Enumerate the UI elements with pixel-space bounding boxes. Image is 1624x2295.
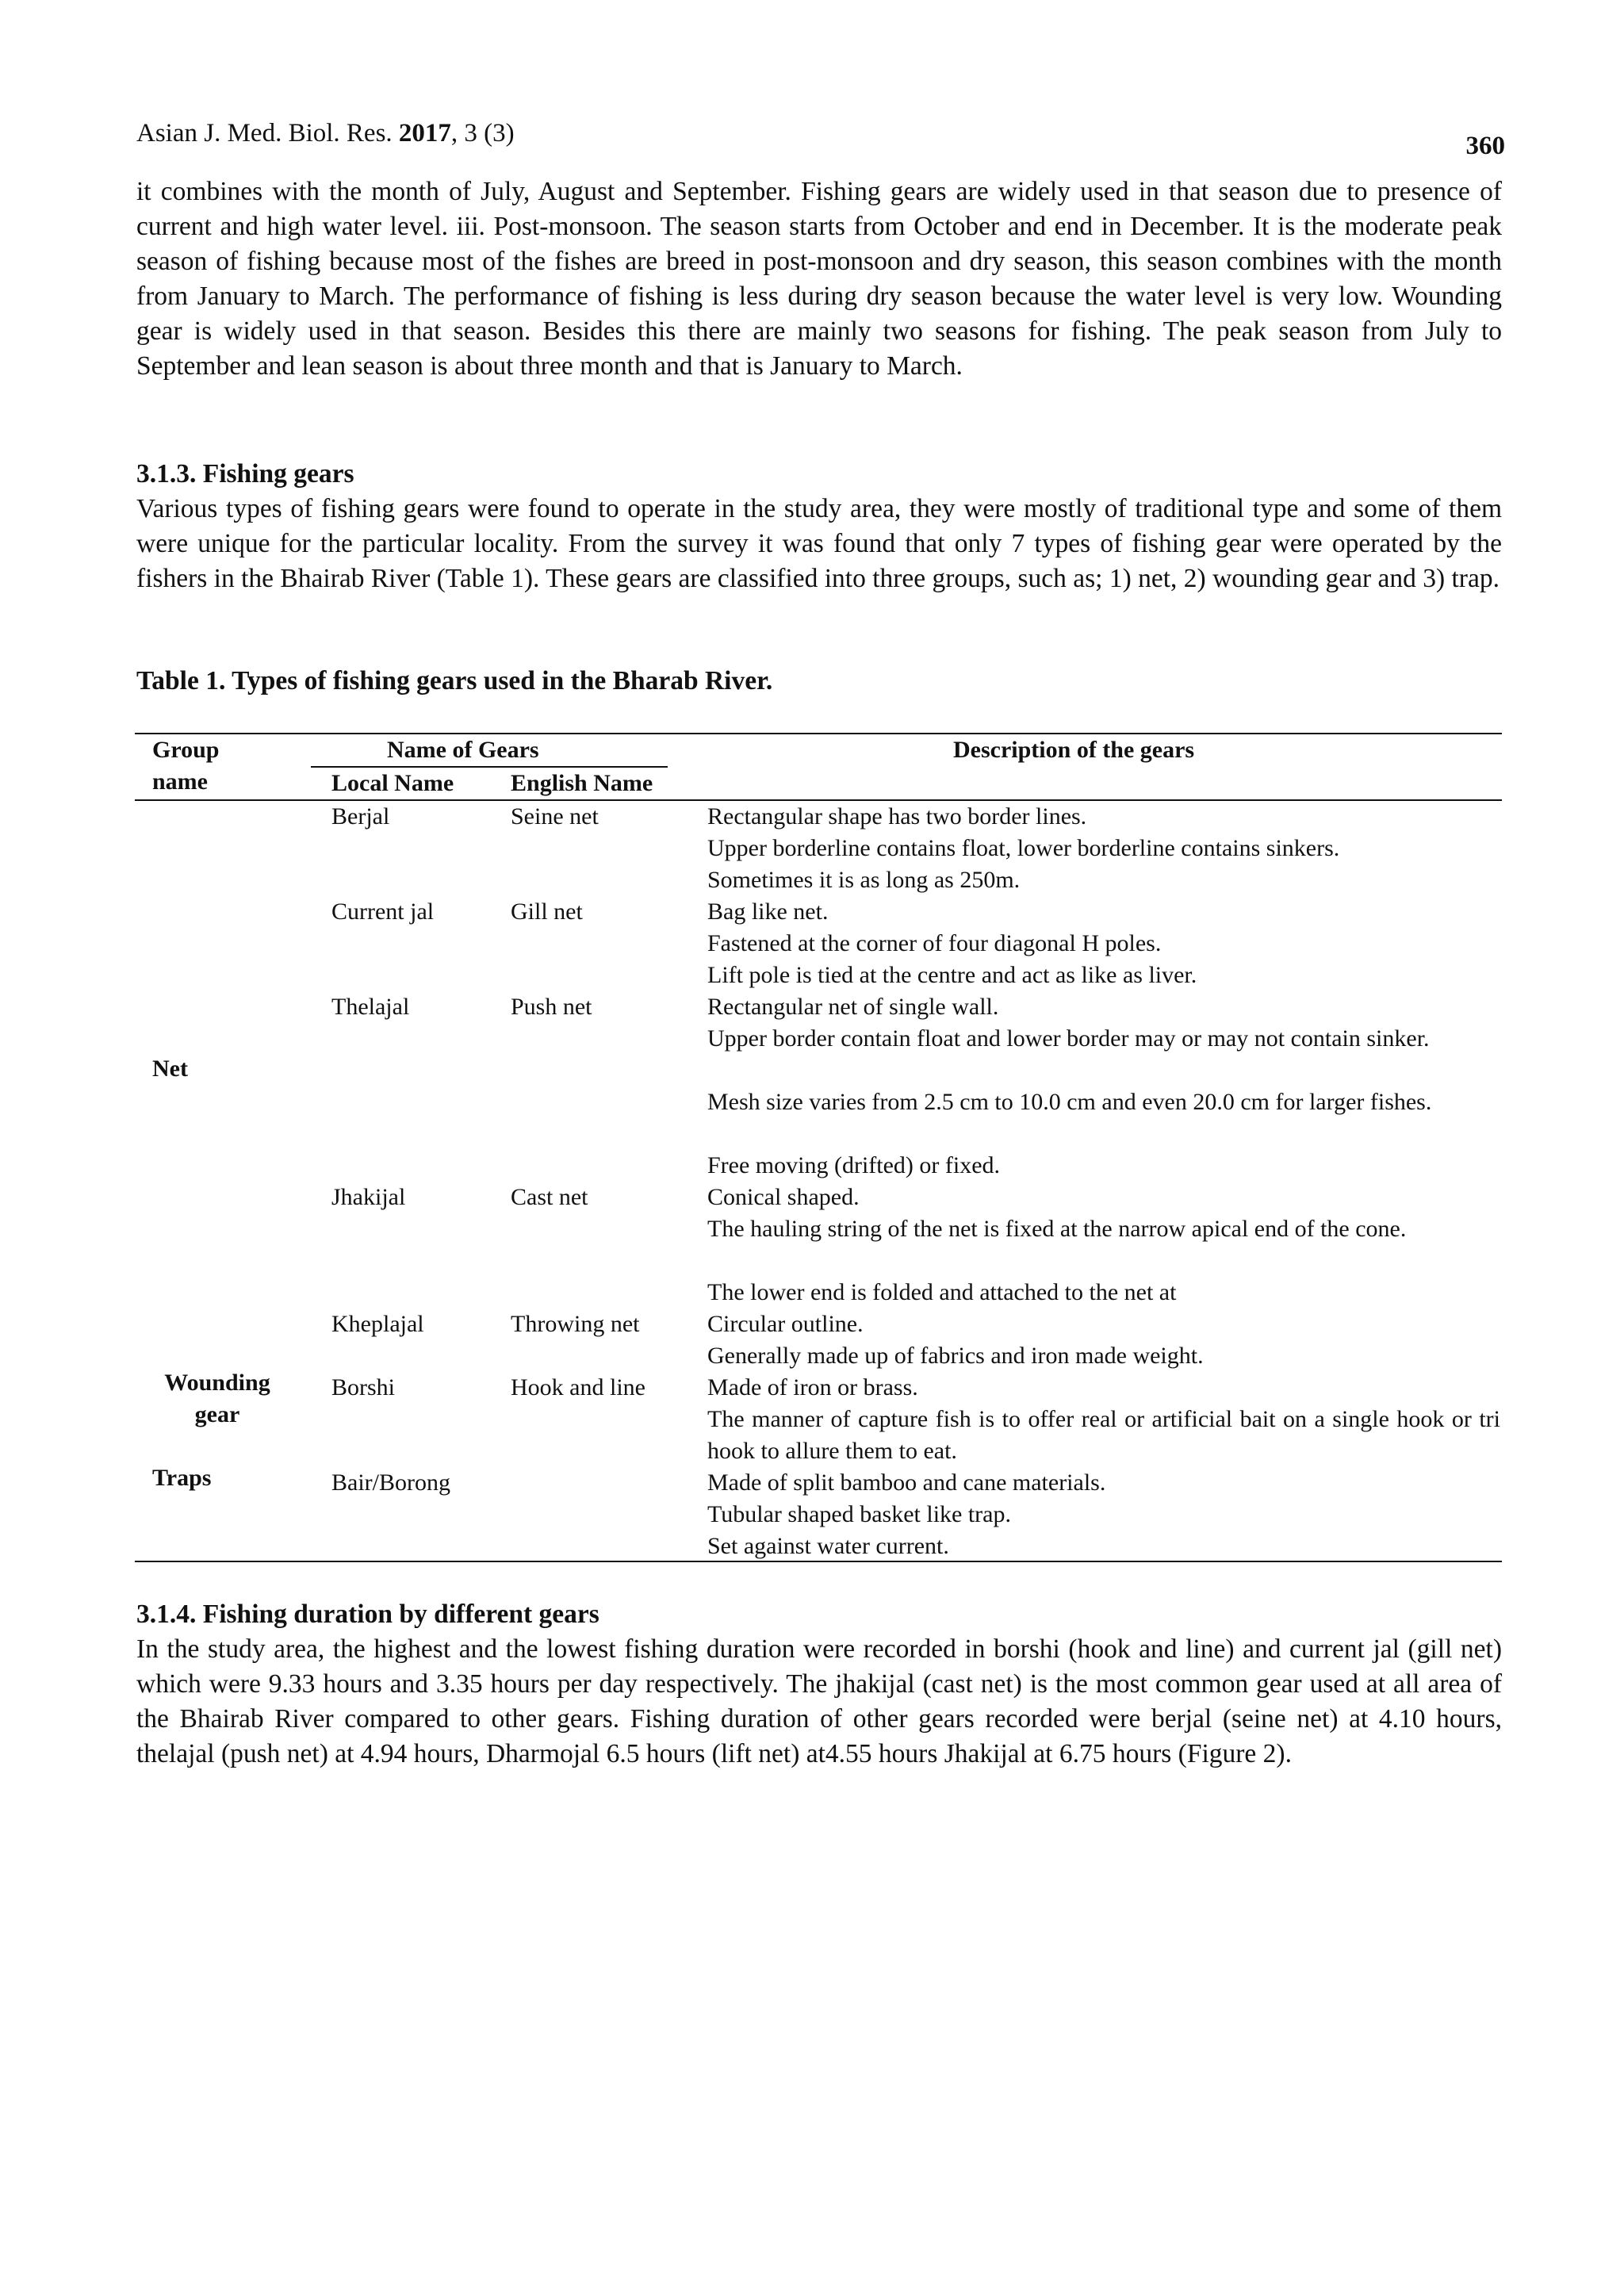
gear-description-line: Made of iron or brass. [707,1374,918,1400]
gear-description-line: Rectangular net of single wall. [707,994,999,1020]
page-number: 360 [1465,132,1505,160]
gear-description-line: The manner of capture fish is to offer real or artificial bait on a single hook or tri hook to allure them to eat. [707,1406,1500,1464]
section-fishing-duration [136,1597,1502,1772]
gear-local-name: Berjal [331,803,390,829]
gear-description-line: Made of split bamboo and cane materials. [707,1469,1106,1496]
gear-local-name: Current jal [331,898,435,925]
gear-description-line: Tubular shaped basket like trap. [707,1501,1011,1527]
section-heading: 3.1.4. Fishing duration by different gears [136,1600,599,1629]
table-top-rule [135,733,1502,734]
journal-name: Asian J. Med. Biol. Res. [136,119,393,148]
gear-description-line: Circular outline. [707,1311,864,1337]
section-heading: 3.1.3. Fishing gears [136,459,354,489]
gear-table [135,733,1502,1562]
table-caption: Table 1. Types of fishing gears used in the Bharab River. [136,666,773,695]
gear-local-name: Kheplajal [331,1311,424,1337]
gear-english-name: Hook and line [511,1374,645,1400]
gear-local-name: Jhakijal [331,1184,406,1210]
section-text: Various types of fishing gears were found to operate in the study area, they were mostly of traditional type and some of them were unique for the particular locality. From the survey it was found that only 7 types of fishing gear were operated by the fishers in the Bhairab River (Table 1). These gears are classified into three groups, such as; 1) net, 2) wounding gear and 3) trap. [136,494,1502,593]
gear-description-line: Lift pole is tied at the centre and act as like as liver. [707,962,1197,988]
group-wounding-gear: Wounding gear [164,1370,270,1427]
header-name-of-gears: Name of Gears [387,737,539,763]
gear-english-name: Cast net [511,1184,588,1210]
section-fishing-gears [136,457,1502,596]
gear-description-line: Sometimes it is as long as 250m. [707,867,1021,893]
gear-english-name: Gill net [511,898,583,925]
gear-local-name: Thelajal [331,994,410,1020]
gear-english-name: Throwing net [511,1311,640,1337]
gear-english-name: Push net [511,994,592,1020]
header-local-name: Local Name [331,770,454,796]
gear-local-name: Borshi [331,1374,396,1400]
gear-description-line: Upper borderline contains float, lower borderline contains sinkers. [707,835,1340,861]
group-traps: Traps [152,1465,212,1491]
section-text: In the study area, the highest and the lowest fishing duration were recorded in borshi (hook and line) and current jal (gill net) which were 9.33 hours and 3.35 hours per day respectively. The jhakijal (cast net) is the most common gear used at all area of the Bhairab River compared to other gears. Fishing duration of other gears recorded were berjal (seine net) at 4.10 hours, thelajal (push net) at 4.94 hours, Dharmojal 6.5 hours (lift net) at4.55 hours Jhakijal at 6.75 hours (Figure 2). [136,1634,1502,1768]
header-description: Description of the gears [953,737,1195,763]
paragraph-text: it combines with the month of July, August and September. Fishing gears are widely used in that season due to presence of current and high water level. iii. Post-monsoon. The season starts from October and end in December. It is the moderate peak season of fishing because most of the fishes are breed in post-monsoon and dry season, this season combines with the month from January to March. The performance of fishing is less during dry season because the water level is very low. Wounding gear is widely used in that season. Besides this there are mainly two seasons for fishing. The peak season from July to September and lean season is about three month and that is January to March. [136,177,1502,381]
gear-description-line: Rectangular shape has two border lines. [707,803,1087,829]
continued-paragraph [136,174,1502,384]
header-group-name: Group name [152,737,220,795]
gear-description-line: Fastened at the corner of four diagonal H poles. [707,930,1162,956]
group-net: Net [152,1056,188,1082]
gear-description-line: The lower end is folded and attached to the net at [707,1279,1177,1305]
gear-english-name: Seine net [511,803,599,829]
gear-description-line: Generally made up of fabrics and iron made weight. [707,1343,1204,1369]
gear-description-line: The hauling string of the net is fixed at the narrow apical end of the cone. [707,1216,1407,1242]
journal-issue: , 3 (3) [450,119,515,148]
header-english-name: English Name [511,770,653,796]
gear-description-line: Set against water current. [707,1533,949,1559]
gear-description-line: Mesh size varies from 2.5 cm to 10.0 cm and even 20.0 cm for larger fishes. [707,1089,1432,1115]
gear-description-line: Upper border contain float and lower border may or may not contain sinker. [707,1025,1430,1052]
running-head [136,117,515,149]
journal-year: 2017 [398,119,451,148]
gear-description-line: Bag like net. [707,898,829,925]
gear-local-name: Bair/Borong [331,1469,450,1496]
gear-description-line: Free moving (drifted) or fixed. [707,1152,1001,1178]
gear-description-line: Conical shaped. [707,1184,860,1210]
